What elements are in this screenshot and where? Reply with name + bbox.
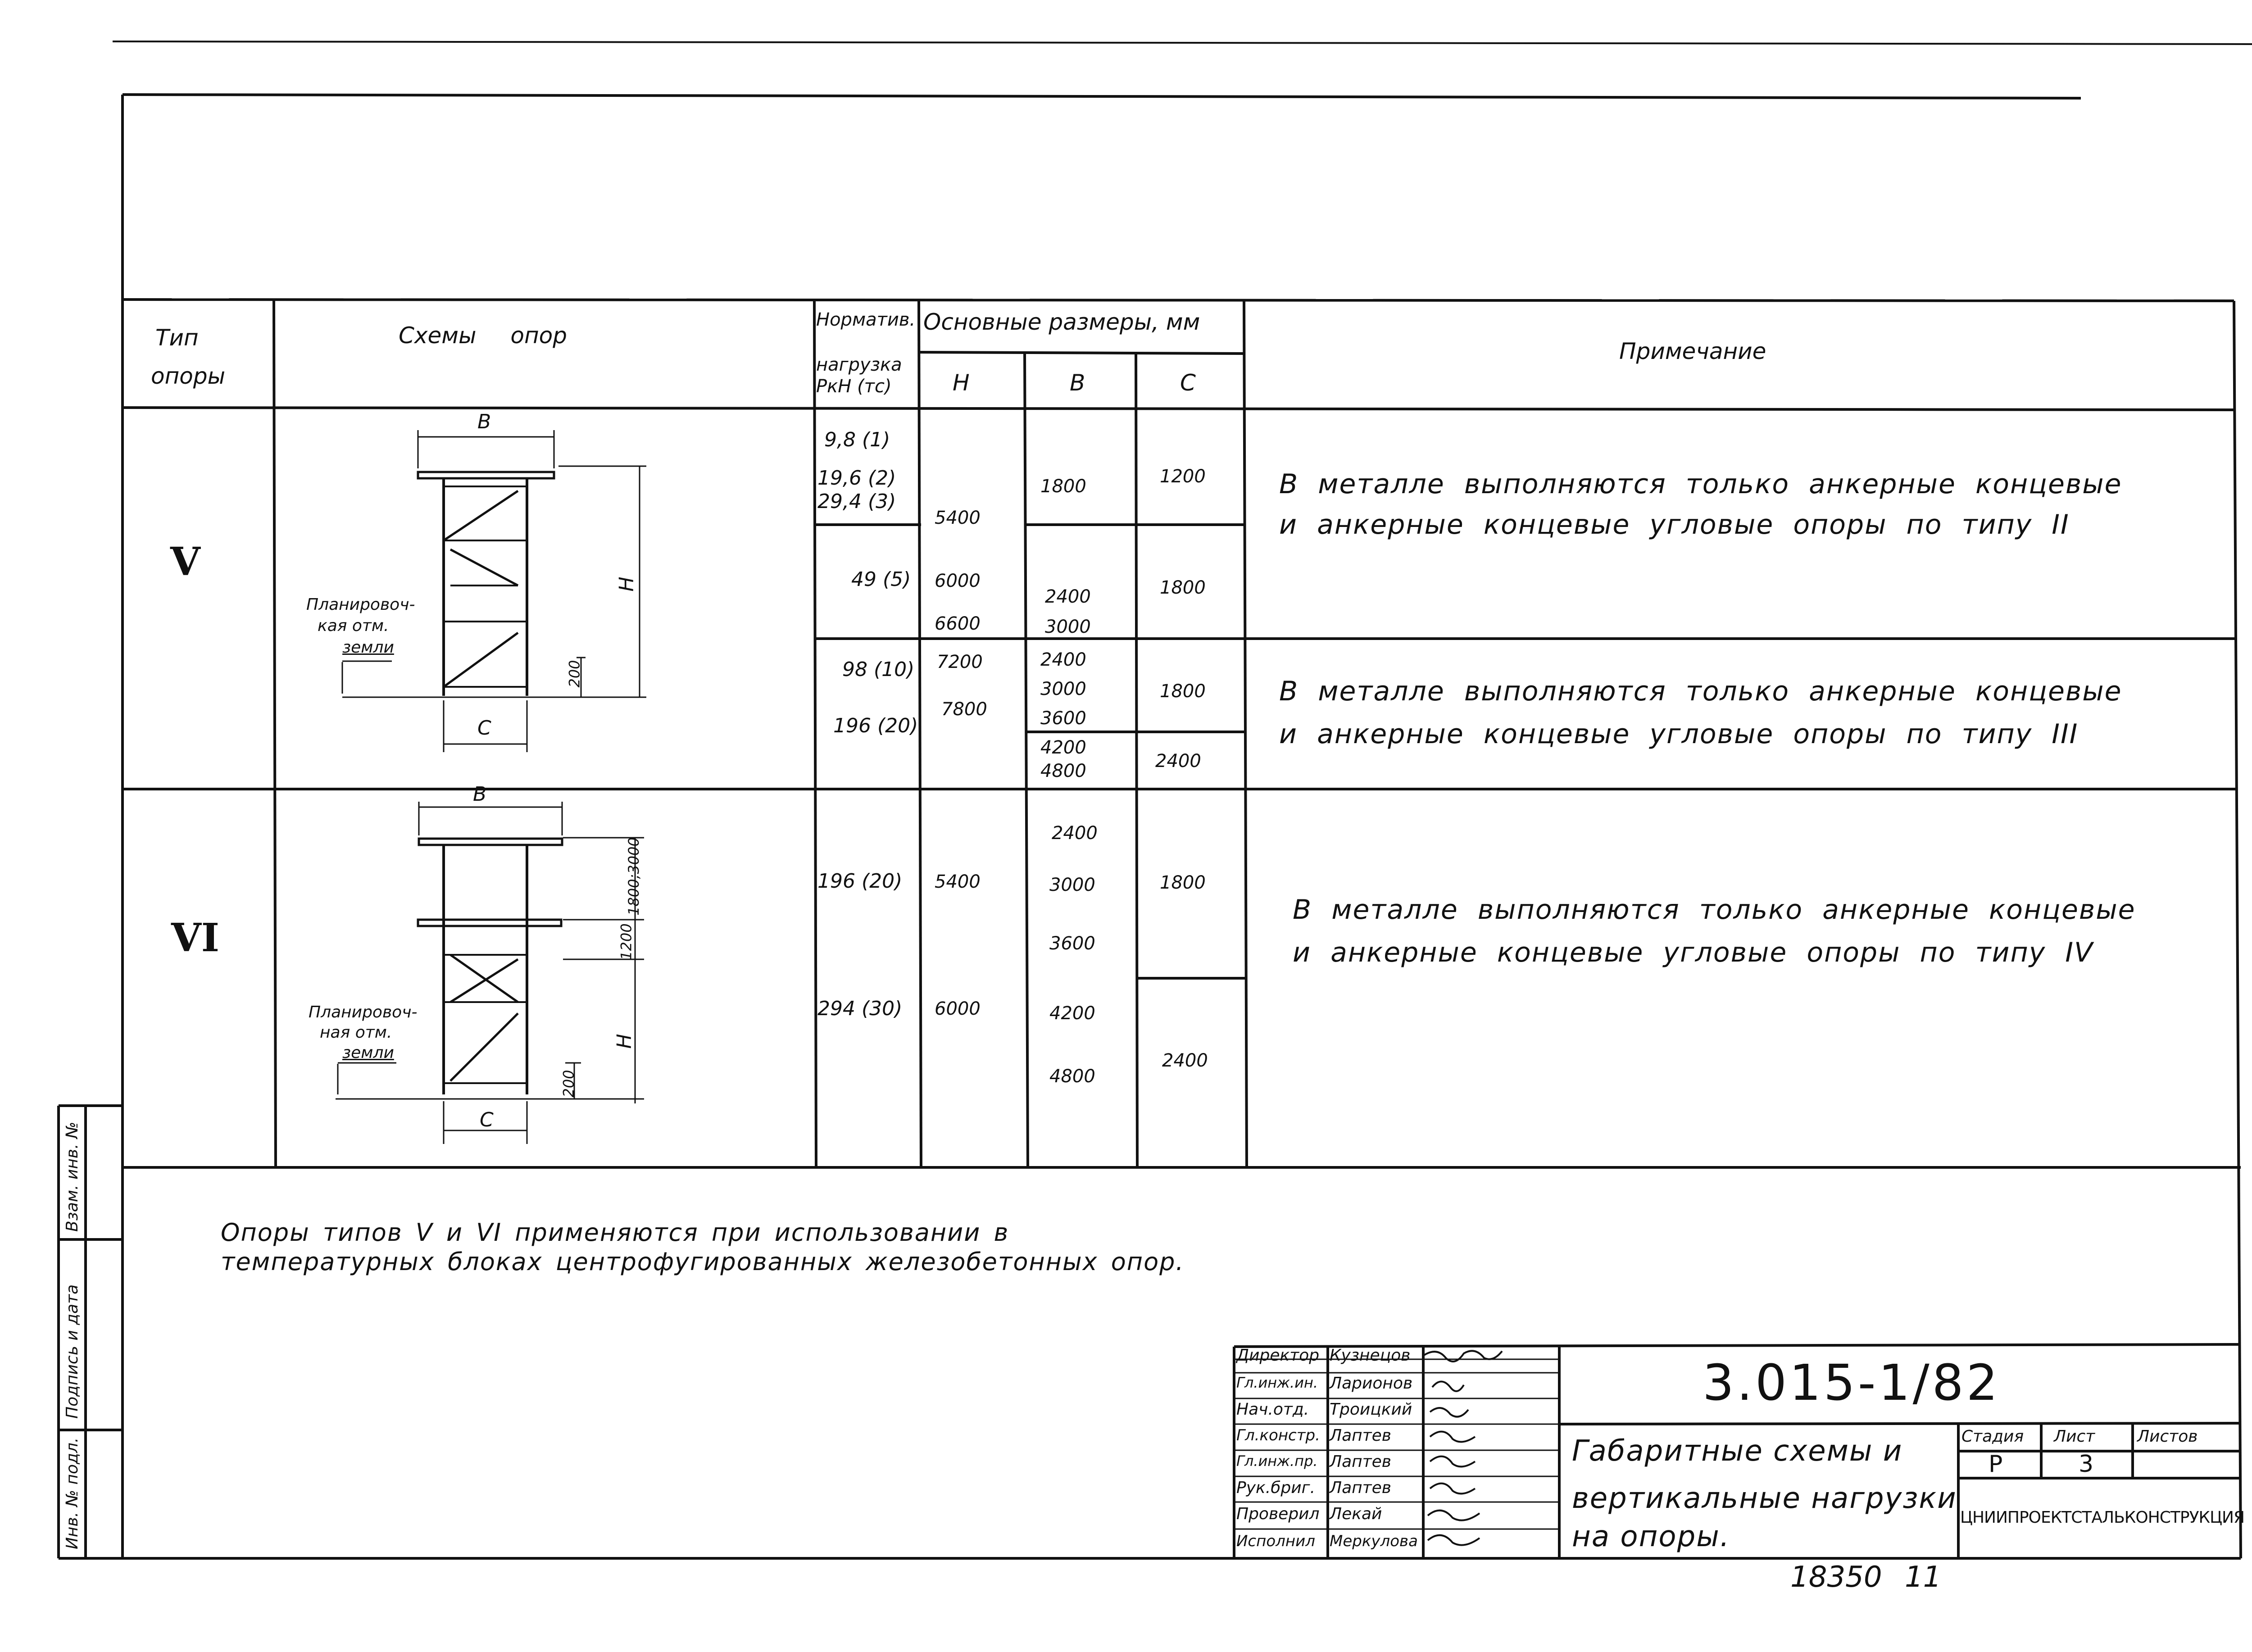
- diagram-v-grade-l1: Планировоч-: [306, 595, 415, 614]
- header-c: C: [1180, 370, 1196, 396]
- type-v: V: [170, 539, 200, 585]
- b-vi-4: 4200: [1049, 1003, 1095, 1024]
- side-stamp-zam: Взам. инв. №: [63, 1121, 82, 1232]
- h-vi-1: 5400: [935, 871, 981, 892]
- tb-role-8: Исполнил: [1236, 1532, 1315, 1550]
- tb-name-4: Лаптев: [1330, 1426, 1392, 1445]
- c-v-2: 1800: [1160, 577, 1206, 598]
- b-vi-2: 3000: [1049, 875, 1095, 895]
- load-v-5: 98 (10): [842, 658, 915, 681]
- tower-diagram-v: [342, 430, 646, 752]
- c-vi-1: 1800: [1160, 872, 1206, 893]
- header-h: H: [953, 370, 970, 396]
- load-v-4: 49 (5): [851, 568, 911, 591]
- header-note: Примечание: [1619, 338, 1766, 364]
- doc-number: 3.015-1/82: [1703, 1354, 2001, 1411]
- tb-role-7: Проверил: [1236, 1505, 1320, 1523]
- h-v-5: 7800: [941, 699, 987, 720]
- b-vi-3: 3600: [1049, 933, 1095, 954]
- side-stamp-inv: Инв. № подл.: [63, 1437, 82, 1549]
- diagram-vi-200: 200: [560, 1070, 577, 1098]
- tb-role-5: Гл.инж.пр.: [1236, 1452, 1318, 1470]
- diagram-vi-grade-l1: Планировоч-: [309, 1003, 418, 1021]
- tb-role-4: Гл.констр.: [1236, 1426, 1320, 1444]
- note-v-2-l2: и анкерные концевые угловые опоры по типу III: [1279, 718, 2079, 750]
- tb-role-1: Директор: [1236, 1346, 1320, 1365]
- b-v-1: 1800: [1040, 476, 1086, 497]
- diagram-v-h: H: [615, 576, 638, 592]
- sheets-label: Листов: [2137, 1427, 2198, 1446]
- diagram-vi-c: C: [480, 1108, 494, 1131]
- h-vi-2: 6000: [935, 998, 981, 1019]
- org-name: ЦНИИПРОЕКТСТАЛЬКОНСТРУКЦИЯ: [1960, 1508, 2244, 1527]
- tb-name-7: Лекай: [1330, 1505, 1382, 1523]
- load-v-3: 29,4 (3): [817, 490, 896, 513]
- b-v-4: 2400: [1040, 649, 1086, 670]
- b-vi-1: 2400: [1052, 823, 1098, 844]
- tower-diagram-vi: [336, 802, 644, 1144]
- header-load-l2: нагрузка: [816, 354, 902, 375]
- diagram-vi-1800-3000: 1800;3000: [625, 837, 642, 916]
- diagram-v-grade-l3: земли: [342, 638, 394, 657]
- footnote-l1: Опоры типов V и VI применяются при использовании в: [221, 1218, 1009, 1247]
- archive-number: 18350 11: [1790, 1561, 1942, 1594]
- c-vi-2: 2400: [1162, 1050, 1208, 1071]
- b-v-2: 2400: [1045, 586, 1091, 607]
- diagram-vi-h: H: [613, 1034, 636, 1049]
- note-v-1-l1: В металле выполняются только анкерные концевые: [1279, 468, 2122, 500]
- b-v-5: 3000: [1040, 679, 1086, 699]
- diagram-vi-grade-l2: ная отм.: [320, 1023, 392, 1042]
- doc-title-l3: на опоры.: [1572, 1520, 1730, 1553]
- c-v-3: 1800: [1160, 681, 1206, 702]
- diagram-vi-grade-l3: земли: [342, 1044, 394, 1062]
- load-v-2: 19,6 (2): [817, 467, 896, 490]
- side-stamp-sign: Подпись и дата: [63, 1284, 82, 1419]
- tb-role-2: Гл.инж.ин.: [1236, 1374, 1318, 1391]
- note-v-2-l1: В металле выполняются только анкерные концевые: [1279, 676, 2122, 707]
- type-vi: VI: [171, 915, 219, 961]
- tb-name-5: Лаптев: [1330, 1452, 1392, 1471]
- tb-role-3: Нач.отд.: [1236, 1400, 1309, 1419]
- tb-name-1: Кузнецов: [1330, 1346, 1411, 1365]
- b-v-8: 4800: [1040, 761, 1086, 781]
- diagram-v-200: 200: [566, 660, 583, 688]
- header-type-l2: опоры: [151, 363, 226, 389]
- tb-role-6: Рук.бриг.: [1236, 1479, 1316, 1497]
- h-v-1: 5400: [935, 508, 981, 528]
- doc-title-l2: вертикальные нагрузки: [1572, 1482, 1957, 1515]
- b-v-6: 3600: [1040, 708, 1086, 729]
- b-v-3: 3000: [1045, 617, 1091, 637]
- doc-title-l1: Габаритные схемы и: [1572, 1434, 1903, 1468]
- tb-name-2: Ларионов: [1330, 1374, 1413, 1393]
- diagram-v-c: C: [477, 717, 491, 740]
- b-v-7: 4200: [1040, 737, 1086, 758]
- h-v-2: 6000: [935, 571, 981, 591]
- load-vi-1: 196 (20): [817, 870, 903, 893]
- load-v-1: 9,8 (1): [824, 428, 890, 451]
- c-v-1: 1200: [1160, 466, 1206, 487]
- header-load-l1: Норматив.: [816, 309, 916, 330]
- footnote-l2: температурных блоках центрофугированных железобетонных опор.: [221, 1248, 1185, 1276]
- c-v-4: 2400: [1155, 751, 1201, 772]
- header-b: B: [1070, 370, 1085, 396]
- stage-label: Стадия: [1961, 1427, 2024, 1446]
- sheet-value: 3: [2079, 1451, 2094, 1478]
- diagram-v-b: B: [477, 410, 491, 433]
- tb-name-3: Троицкий: [1330, 1400, 1412, 1419]
- note-vi-l1: В металле выполняются только анкерные концевые: [1293, 894, 2136, 926]
- signatures: [1423, 1351, 1502, 1545]
- diagram-v-grade-l2: кая отм.: [318, 617, 389, 635]
- header-dims: Основные размеры, мм: [923, 309, 1200, 335]
- note-v-1-l2: и анкерные концевые угловые опоры по типу II: [1279, 509, 2070, 540]
- stage-value: Р: [1989, 1451, 2003, 1478]
- h-v-4: 7200: [937, 652, 983, 672]
- load-v-6: 196 (20): [833, 714, 918, 737]
- h-v-3: 6600: [935, 613, 981, 634]
- sheet-label: Лист: [2054, 1427, 2095, 1446]
- diagram-vi-b: B: [473, 783, 487, 806]
- diagram-vi-1200: 1200: [617, 923, 635, 960]
- tb-name-6: Лаптев: [1330, 1479, 1392, 1497]
- b-vi-5: 4800: [1049, 1066, 1095, 1087]
- header-load-l3: PкН (тс): [816, 376, 892, 397]
- load-vi-2: 294 (30): [817, 997, 903, 1020]
- tb-name-8: Меркулова: [1330, 1532, 1418, 1550]
- note-vi-l2: и анкерные концевые угловые опоры по типу IV: [1293, 937, 2094, 968]
- header-schemes: Схемы опор: [399, 322, 567, 349]
- header-type-l1: Тип: [155, 325, 199, 351]
